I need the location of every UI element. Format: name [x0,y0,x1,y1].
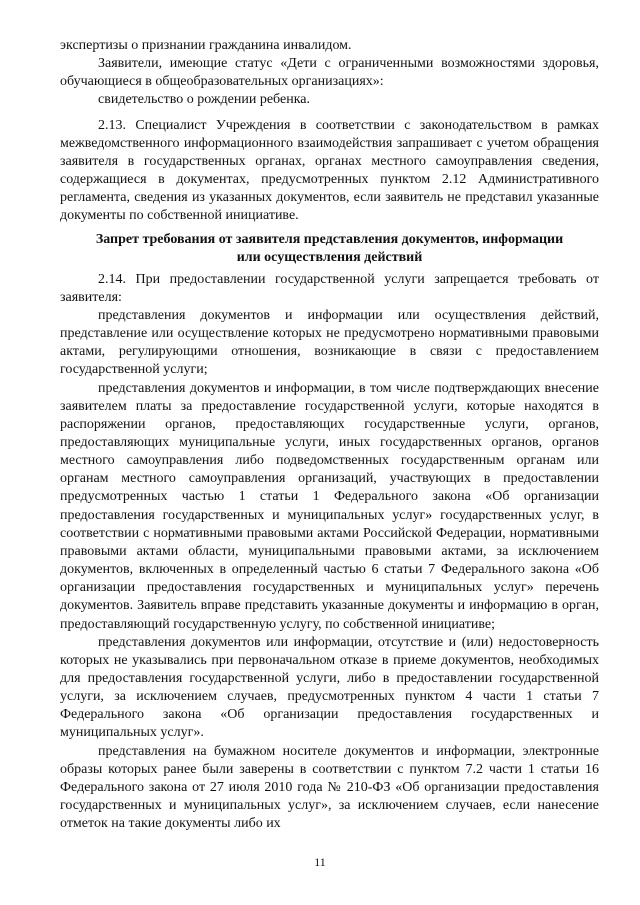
paragraph-expertise: экспертизы о признании гражданина инвалидом. [60,38,352,53]
section-heading-line2: или осуществления действий [236,249,423,265]
page-number: 11 [314,855,326,869]
paragraph-2-14: 2.14. При предоставлении государственной услуги запрещается требовать от заявителя: [60,271,599,305]
paragraph-prohibition-refusal: представления документов или информации, отсутствие и (или) недостоверность которых не указывались при первоначальном отказе в приеме документов, необходимых для предоставления государственной услуги, либо в предоставлении государственной услуги, за исключением случаев, предусмотренных пунктом 4 части 1 статьи 7 Федерального закона «Об организации предоставления государственных и муниципальных услуг». [60,634,599,741]
paragraph-2-13: 2.13. Специалист Учреждения в соответствии с законодательством в рамках межведомственного информационного взаимодействия запрашивает с учетом обращения заявителя в государственных органах, органах местного самоуправления сведения, содержащиеся в документах, предусмотренных пунктом 2.12 Административного регламента, сведения из указанных документов, если заявитель не представил указанные документы по собственной инициативе. [60,117,599,224]
paragraph-prohibition-documents: представления документов и информации, в том числе подтверждающих внесение заявителем платы за предоставление государственной услуги, которые находятся в распоряжении органов, предоставляющих государственные услуги, органов, предоставляющих муниципальные услуги, иных государственных органов, органов местного самоуправления либо подведомственных государственным органам или органам местного самоуправления организаций, участвующих в предоставлении предусмотренных частью 1 статьи 1 Федерального закона «Об организации предоставления государственных и муниципальных услуг» государственных услуг, в соответствии с нормативными правовыми актами Российской Федерации, нормативными правовыми актами области, муниципальными правовыми актами, за исключением документов, включенных в определенный частью 6 статьи 7 Федерального закона «Об организации предоставления государственных и муниципальных услуг» перечень документов. Заявитель вправе представить указанные документы и информацию в орган, предоставляющий государственную услугу, по собственной инициативе; [60,380,599,632]
paragraph-prohibition-paper: представления на бумажном носителе документов и информации, электронные образы которых ранее были заверены в соответствии с пунктом 7.2 части 1 статьи 16 Федерального закона от 27 июля 2010 года № 210-ФЗ «Об организации предоставления государственных и муниципальных услуг», за исключением случаев, если нанесение отметок на такие документы либо их [60,743,599,832]
section-heading-line1: Запрет требования от заявителя представления документов, информации [95,231,564,247]
document-page [60,37,599,833]
section-heading [60,231,599,267]
paragraph-birth-certificate: свидетельство о рождении ребенка. [98,92,311,108]
paragraph-applicants-status: Заявители, имеющие статус «Дети с ограниченными возможностями здоровья, обучающиеся в общеобразовательных организациях»: [60,56,599,90]
paragraph-prohibition-actions: представления документов и информации или осуществления действий, представление или осуществление которых не предусмотрено нормативными правовыми актами, регулирующими отношения, возникающие в связи с предоставлением государственной услуги; [60,307,599,378]
